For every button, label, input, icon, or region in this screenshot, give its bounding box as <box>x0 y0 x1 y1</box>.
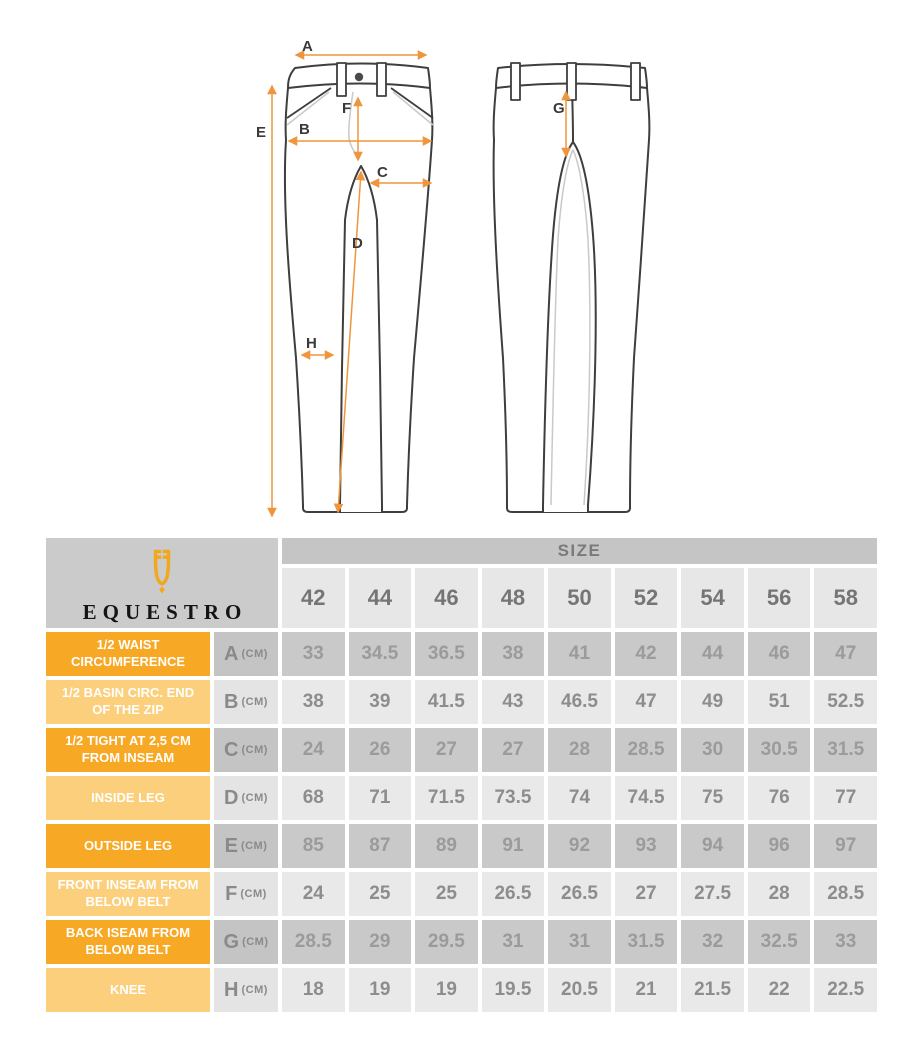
belt-loop <box>377 63 386 96</box>
marker-c: C <box>377 164 388 181</box>
cell-a-56: 46 <box>748 632 811 676</box>
row-letter-c <box>214 728 278 772</box>
cell-g-58: 33 <box>814 920 877 964</box>
row-label-f: FRONT INSEAM FROM BELOW BELT <box>46 872 210 916</box>
cell-e-52: 93 <box>615 824 678 868</box>
measure-unit: (CM) <box>241 792 268 804</box>
cell-d-48: 73.5 <box>482 776 545 820</box>
cell-a-52: 42 <box>615 632 678 676</box>
cell-h-44: 19 <box>349 968 412 1012</box>
measure-letter: G <box>223 930 240 953</box>
cell-a-46: 36.5 <box>415 632 478 676</box>
size-col-56: 56 <box>748 568 811 628</box>
measure-unit: (CM) <box>240 840 268 852</box>
cell-a-48: 38 <box>482 632 545 676</box>
cell-h-42: 18 <box>282 968 345 1012</box>
cell-e-50: 92 <box>548 824 611 868</box>
measure-unit: (CM) <box>241 648 268 660</box>
cell-b-58: 52.5 <box>814 680 877 724</box>
cell-h-48: 19.5 <box>482 968 545 1012</box>
cell-c-58: 31.5 <box>814 728 877 772</box>
measure-unit: (CM) <box>240 888 267 900</box>
cell-d-46: 71.5 <box>415 776 478 820</box>
cell-c-56: 30.5 <box>748 728 811 772</box>
cell-d-44: 71 <box>349 776 412 820</box>
cell-d-52: 74.5 <box>615 776 678 820</box>
row-label-c: 1/2 TIGHT AT 2,5 CM FROM INSEAM <box>46 728 210 772</box>
measure-letter: B <box>224 690 239 713</box>
cell-f-48: 26.5 <box>482 872 545 916</box>
cell-d-50: 74 <box>548 776 611 820</box>
belt-loop <box>511 63 520 100</box>
cell-g-54: 32 <box>681 920 744 964</box>
size-table <box>46 538 877 1012</box>
cell-b-46: 41.5 <box>415 680 478 724</box>
measure-letter: F <box>225 882 238 905</box>
cell-f-58: 28.5 <box>814 872 877 916</box>
row-letter-d <box>214 776 278 820</box>
cell-h-52: 21 <box>615 968 678 1012</box>
size-header: SIZE <box>282 538 877 564</box>
cell-c-54: 30 <box>681 728 744 772</box>
row-label-b: 1/2 BASIN CIRC. END OF THE ZIP <box>46 680 210 724</box>
cell-f-56: 28 <box>748 872 811 916</box>
measure-letter: D <box>224 786 239 809</box>
cell-d-58: 77 <box>814 776 877 820</box>
cell-e-42: 85 <box>282 824 345 868</box>
cell-f-44: 25 <box>349 872 412 916</box>
belt-loop <box>567 63 576 100</box>
cell-h-54: 21.5 <box>681 968 744 1012</box>
cell-c-50: 28 <box>548 728 611 772</box>
cell-g-42: 28.5 <box>282 920 345 964</box>
measure-letter: A <box>224 642 239 665</box>
cell-c-46: 27 <box>415 728 478 772</box>
cell-g-50: 31 <box>548 920 611 964</box>
waist-button <box>355 73 363 81</box>
size-col-44: 44 <box>349 568 412 628</box>
measure-letter: H <box>224 978 239 1001</box>
cell-e-44: 87 <box>349 824 412 868</box>
cell-h-56: 22 <box>748 968 811 1012</box>
cell-b-54: 49 <box>681 680 744 724</box>
marker-e: E <box>256 124 267 141</box>
size-col-52: 52 <box>615 568 678 628</box>
marker-b: B <box>299 121 310 138</box>
row-letter-g <box>214 920 278 964</box>
measure-letter: C <box>224 738 239 761</box>
cell-c-52: 28.5 <box>615 728 678 772</box>
row-label-e: OUTSIDE LEG <box>46 824 210 868</box>
belt-loop <box>337 63 346 96</box>
brand-name: EQUESTRO <box>82 600 248 624</box>
measure-unit: (CM) <box>241 984 268 996</box>
cell-c-42: 24 <box>282 728 345 772</box>
cell-g-48: 31 <box>482 920 545 964</box>
measure-unit: (CM) <box>242 936 269 948</box>
cell-b-42: 38 <box>282 680 345 724</box>
cell-a-44: 34.5 <box>349 632 412 676</box>
row-letter-a <box>214 632 278 676</box>
row-label-h: KNEE <box>46 968 210 1012</box>
shield-drop <box>159 586 165 593</box>
front-inseam <box>340 166 382 512</box>
measure-letter: E <box>224 834 238 857</box>
row-letter-b <box>214 680 278 724</box>
row-letter-f <box>214 872 278 916</box>
cell-h-46: 19 <box>415 968 478 1012</box>
cell-f-50: 26.5 <box>548 872 611 916</box>
size-col-48: 48 <box>482 568 545 628</box>
marker-g: G <box>553 100 565 117</box>
cell-a-50: 41 <box>548 632 611 676</box>
cell-c-48: 27 <box>482 728 545 772</box>
size-col-46: 46 <box>415 568 478 628</box>
marker-f: F <box>342 100 352 117</box>
cell-a-58: 47 <box>814 632 877 676</box>
cell-a-42: 33 <box>282 632 345 676</box>
cell-h-58: 22.5 <box>814 968 877 1012</box>
cell-b-48: 43 <box>482 680 545 724</box>
row-label-d: INSIDE LEG <box>46 776 210 820</box>
equestro-shield-icon <box>136 547 188 595</box>
cell-h-50: 20.5 <box>548 968 611 1012</box>
marker-a: A <box>302 38 313 55</box>
cell-e-48: 91 <box>482 824 545 868</box>
row-letter-h <box>214 968 278 1012</box>
row-letter-e <box>214 824 278 868</box>
row-label-g: BACK ISEAM FROM BELOW BELT <box>46 920 210 964</box>
cell-g-56: 32.5 <box>748 920 811 964</box>
measure-unit: (CM) <box>241 744 268 756</box>
belt-loop <box>631 63 640 100</box>
cell-e-54: 94 <box>681 824 744 868</box>
size-col-50: 50 <box>548 568 611 628</box>
cell-e-46: 89 <box>415 824 478 868</box>
size-col-42: 42 <box>282 568 345 628</box>
back-view-pants <box>494 63 650 512</box>
row-label-a: 1/2 WAIST CIRCUMFERENCE <box>46 632 210 676</box>
cell-b-56: 51 <box>748 680 811 724</box>
cell-c-44: 26 <box>349 728 412 772</box>
cell-d-42: 68 <box>282 776 345 820</box>
marker-d: D <box>352 235 363 252</box>
cell-b-52: 47 <box>615 680 678 724</box>
marker-h: H <box>306 335 317 352</box>
cell-d-54: 75 <box>681 776 744 820</box>
cell-b-50: 46.5 <box>548 680 611 724</box>
cell-b-44: 39 <box>349 680 412 724</box>
cell-g-46: 29.5 <box>415 920 478 964</box>
cell-g-52: 31.5 <box>615 920 678 964</box>
cell-f-46: 25 <box>415 872 478 916</box>
cell-d-56: 76 <box>748 776 811 820</box>
cell-f-42: 24 <box>282 872 345 916</box>
cell-e-56: 96 <box>748 824 811 868</box>
cell-g-44: 29 <box>349 920 412 964</box>
size-col-54: 54 <box>681 568 744 628</box>
cell-f-54: 27.5 <box>681 872 744 916</box>
cell-a-54: 44 <box>681 632 744 676</box>
size-col-58: 58 <box>814 568 877 628</box>
cell-f-52: 27 <box>615 872 678 916</box>
measure-unit: (CM) <box>241 696 268 708</box>
brand-logo-cell <box>46 538 278 628</box>
cell-e-58: 97 <box>814 824 877 868</box>
